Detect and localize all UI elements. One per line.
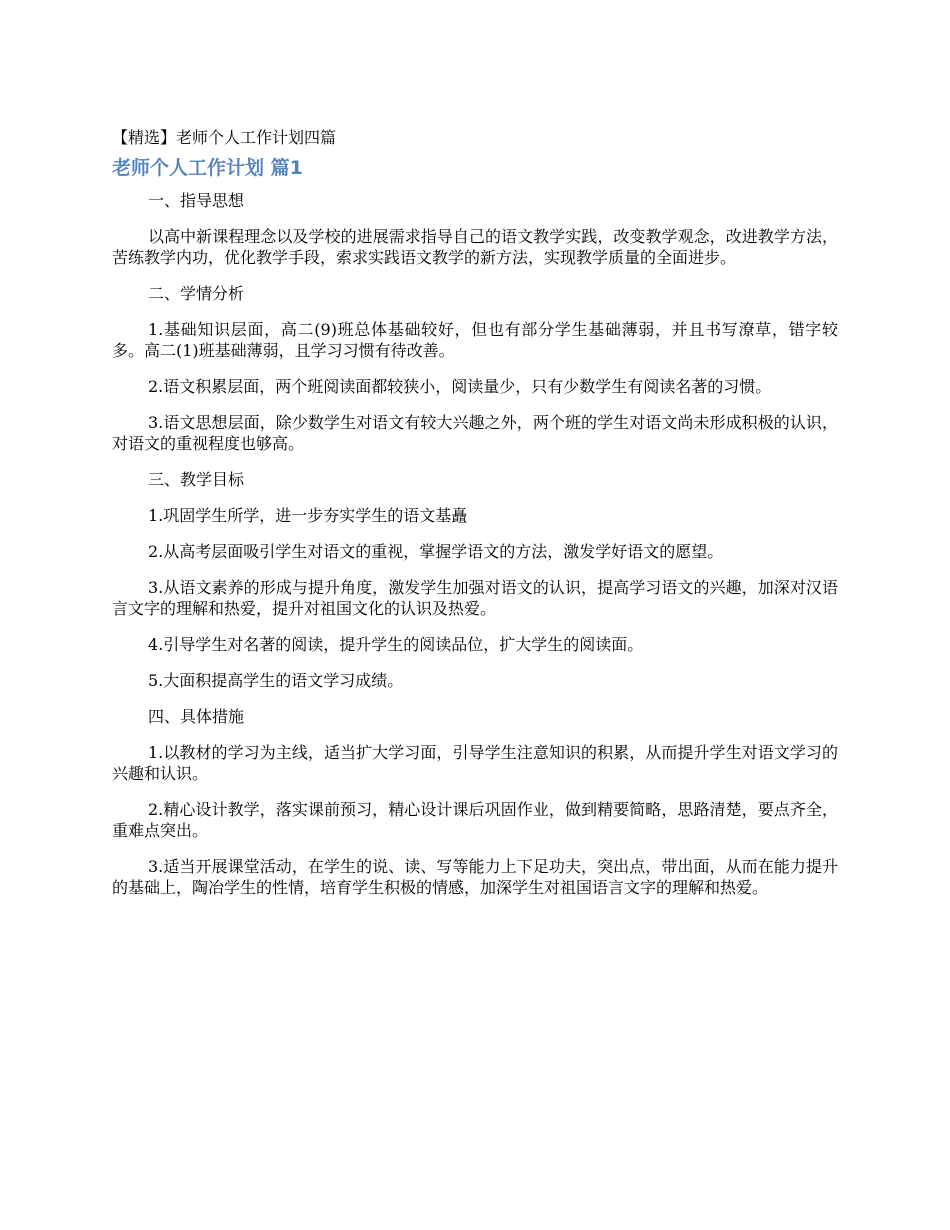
paragraph-measure-2: 2.精心设计教学，落实课前预习，精心设计课后巩固作业，做到精要简略，思路清楚，要点齐全，重难点突出。 — [112, 800, 838, 840]
document-title: 【精选】老师个人工作计划四篇 — [112, 128, 337, 147]
paragraph-analysis-3: 3.语文思想层面，除少数学生对语文有较大兴趣之外，两个班的学生对语文尚未形成积极的认识，对语文的重视程度也够高。 — [112, 413, 838, 453]
paragraph-measure-1: 1.以教材的学习为主线，适当扩大学习面，引导学生注意知识的积累，从而提升学生对语文学习的兴趣和认识。 — [112, 743, 838, 783]
paragraph-goal-2: 2.从高考层面吸引学生对语文的重视，掌握学语文的方法，激发学好语文的愿望。 — [148, 542, 724, 561]
paragraph-analysis-1: 1.基础知识层面，高二(9)班总体基础较好，但也有部分学生基础薄弱，并且书写潦草，错字较多。高二(1)班基础薄弱，且学习习惯有待改善。 — [112, 320, 838, 360]
paragraph-goal-3: 3.从语文素养的形成与提升角度，激发学生加强对语文的认识，提高学习语文的兴趣，加深对汉语言文字的理解和热爱，提升对祖国文化的认识及热爱。 — [112, 578, 838, 618]
heading-specific-measures: 四、具体措施 — [148, 707, 245, 726]
paragraph-goal-5: 5.大面积提高学生的语文学习成绩。 — [148, 671, 404, 690]
heading-guiding-ideology: 一、指导思想 — [148, 191, 245, 210]
paragraph-goal-4: 4.引导学生对名著的阅读，提升学生的阅读品位，扩大学生的阅读面。 — [148, 635, 644, 654]
paragraph-analysis-2: 2.语文积累层面，两个班阅读面都较狭小，阅读量少，只有少数学生有阅读名著的习惯。 — [148, 377, 772, 396]
section-heading: 老师个人工作计划 篇1 — [112, 157, 303, 179]
heading-teaching-goals: 三、教学目标 — [148, 470, 245, 489]
paragraph-goal-1: 1.巩固学生所学，进一步夯实学生的语文基矗 — [148, 506, 468, 525]
paragraph-measure-3: 3.适当开展课堂活动，在学生的说、读、写等能力上下足功夫，突出点，带出面，从而在能力提升的基础上，陶冶学生的性情，培育学生积极的情感，加深学生对祖国语言文字的理解和热爱。 — [112, 857, 838, 897]
document-page — [112, 126, 838, 913]
heading-student-analysis: 二、学情分析 — [148, 284, 245, 303]
paragraph-guiding-ideology: 以高中新课程理念以及学校的进展需求指导自己的语文教学实践，改变教学观念，改进教学方法，苦练教学内功，优化教学手段，索求实践语文教学的新方法，实现教学质量的全面进步。 — [112, 227, 838, 267]
